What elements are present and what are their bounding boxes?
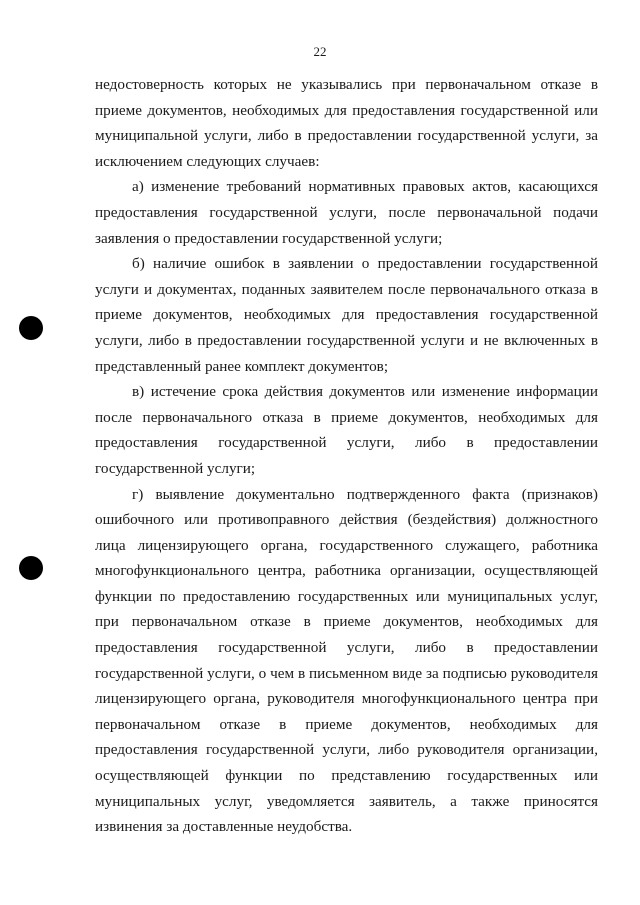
paragraph-item-g: г) выявление документально подтвержденного факта (признаков) ошибочного или противоправного действия (бездействия) должностного лица лицензирующего органа, государственного служащего, работника многофункционального центра, работника организации, осуществляющей функции по предоставлению государственных или муниципальных услуг, при первоначальном отказе в приеме документов, необходимых для предоставления государственной услуги, либо в предоставлении государственной услуги, о чем в письменном виде за подписью руководителя лицензирующего органа, руководителя многофункционального центра при первоначальном отказе в приеме документов, необходимых для предоставления государственной услуги, либо руководителя организации, осуществляющей функции по представлению государственных или муниципальных услуг, уведомляется заявитель, а также приносятся извинения за доставленные неудобства.	[95, 485, 598, 836]
paragraph-item-b: б) наличие ошибок в заявлении о предоставлении государственной услуги и документах, поданных заявителем после первоначального отказа в приеме документов, необходимых для предоставления государственной услуги, либо в предоставлении государственной услуги и не включенных в представленный ранее комплект документов;	[95, 255, 598, 375]
punch-hole-bottom	[19, 556, 43, 580]
paragraph-item-v: в) истечение срока действия документов или изменение информации после первоначального отказа в приеме документов, необходимых для предоставления государственной услуги, либо в предоставлении государственной услуги;	[95, 383, 598, 477]
page-number: 22	[313, 44, 327, 59]
document-body	[95, 72, 598, 840]
paragraph-intro: недостоверность которых не указывались при первоначальном отказе в приеме документов, необходимых для предоставления государственной или муниципальной услуги, либо в предоставлении государственной услуги, за исключением следующих случаев:	[95, 76, 598, 170]
punch-hole-top	[19, 316, 43, 340]
paragraph-item-a: а) изменение требований нормативных правовых актов, касающихся предоставления государственной услуги, после первоначальной подачи заявления о предоставлении государственной услуги;	[95, 178, 598, 247]
